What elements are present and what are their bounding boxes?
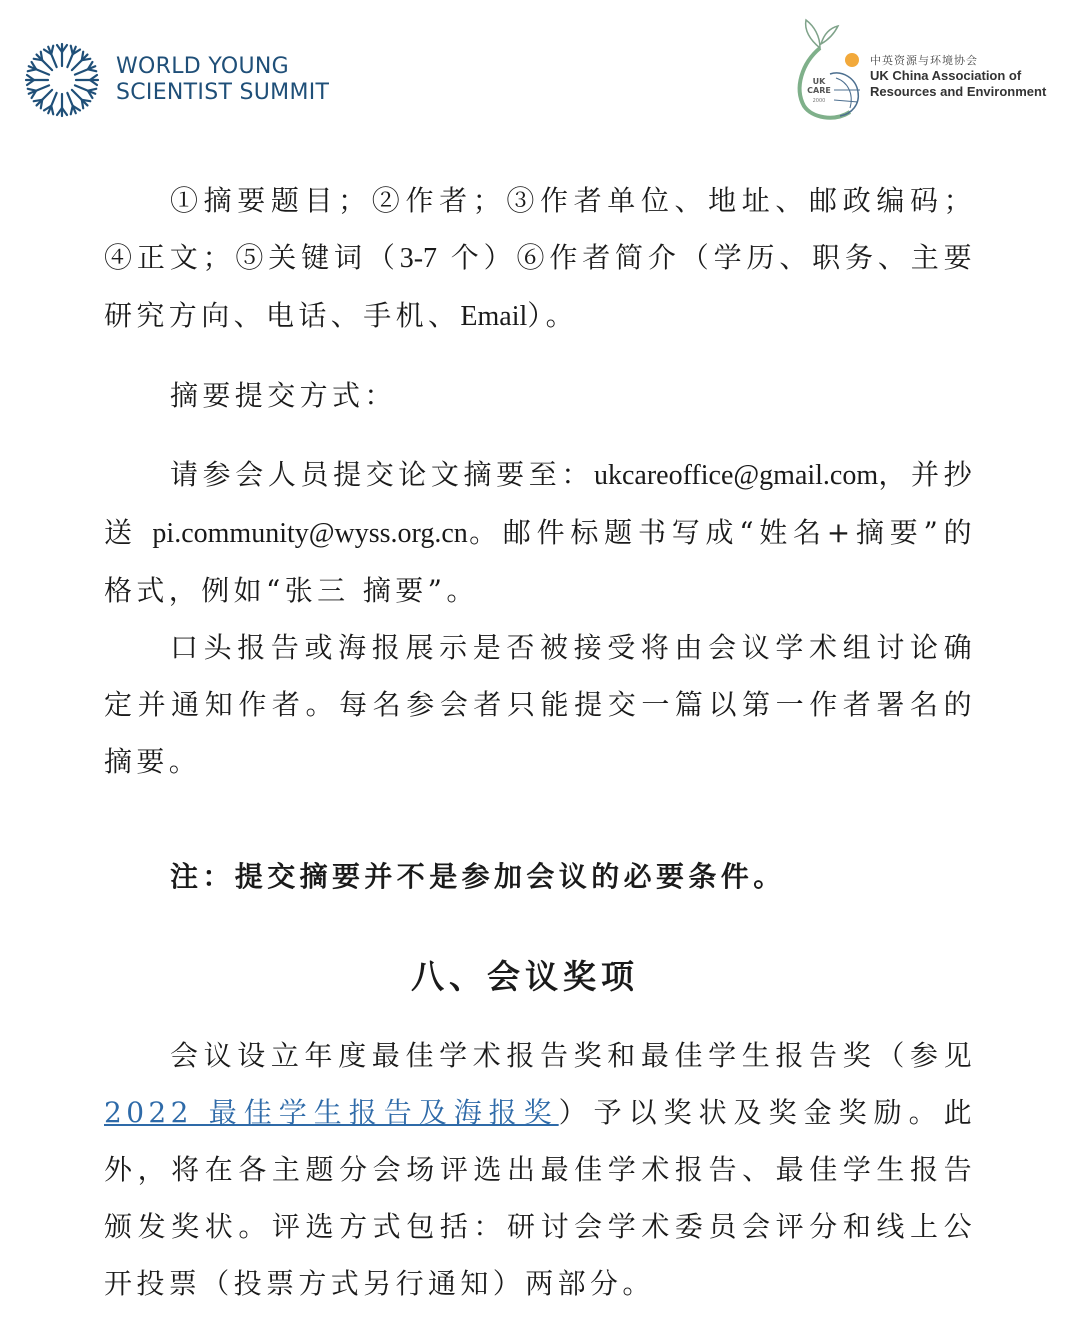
ukcare-globe-icon <box>790 18 864 122</box>
document-body <box>104 172 976 1312</box>
text-span: 个）⑥作者简介（学历、职务、主要研究方向、电话、手机、 <box>104 241 977 332</box>
section-title: 八、会议奖项 <box>411 957 639 996</box>
spacer <box>104 424 976 446</box>
submission-heading: 摘要提交方式： <box>170 379 397 412</box>
email-address: ukcareoffice@gmail.com <box>594 460 879 491</box>
awards-2022-link[interactable]: 2022 最佳学生报告及海报奖 <box>104 1096 559 1129</box>
text-span: ，并抄送 <box>104 458 977 549</box>
wyss-name-line1: WORLD YOUNG <box>116 54 290 79</box>
acceptance-paragraph: 口头报告或海报展示是否被接受将由会议学术组讨论确定并通知作者。每名参会者只能提交一篇以第一作者署名的摘要。 <box>104 631 976 778</box>
text-span: 请参会人员提交论文摘要至： <box>170 458 594 491</box>
ukcare-en-line1: UK China Association of <box>870 68 1022 83</box>
text-span: ）。 <box>527 299 579 332</box>
text-span: 3-7 <box>399 243 438 274</box>
wyss-logo <box>22 40 329 120</box>
svg-text:CARE: CARE <box>807 86 831 95</box>
abstract-items-paragraph <box>104 172 976 345</box>
spacer <box>104 790 976 848</box>
wyss-name-line2: SCIENTIST SUMMIT <box>116 80 330 105</box>
ukcare-name <box>870 40 1046 100</box>
text-span: ）予以奖状及奖金奖励。此外，将在各主题分会场评选出最佳学术报告、最佳学生报告颁发奖状。评选方式包括：研讨会学术委员会评分和线上公开投票（投票方式另行通知）两部分。 <box>104 1096 976 1300</box>
text-span: ①摘要题目；②作者；③作者单位、地址、邮政编码；④正文；⑤关键词（ <box>104 184 976 274</box>
submission-paragraph <box>104 446 976 619</box>
spacer <box>104 345 976 367</box>
text-span: 。邮件标题书写成“姓名+摘要”的格式，例如“张三 摘要”。 <box>104 516 976 607</box>
ukcare-cn-name: 中英资源与环境协会 <box>870 54 978 67</box>
wyss-name <box>116 54 329 106</box>
text-span: Email <box>460 301 528 332</box>
ukcare-en-line2: Resources and Environment <box>870 84 1047 99</box>
spacer <box>104 1007 976 1027</box>
text-span: 会议设立年度最佳学术报告奖和最佳学生报告奖（参见 <box>170 1039 976 1072</box>
note-paragraph: 注：提交摘要并不是参加会议的必要条件。 <box>170 860 786 893</box>
ukcare-logo <box>790 18 1046 122</box>
radial-tree-icon <box>22 40 102 120</box>
awards-paragraph <box>104 1027 976 1312</box>
svg-text:UK: UK <box>812 77 826 86</box>
page-header <box>0 0 1080 140</box>
svg-text:2000: 2000 <box>812 98 826 104</box>
spacer <box>104 905 976 947</box>
email-address: pi.community@wyss.org.cn <box>152 518 468 549</box>
